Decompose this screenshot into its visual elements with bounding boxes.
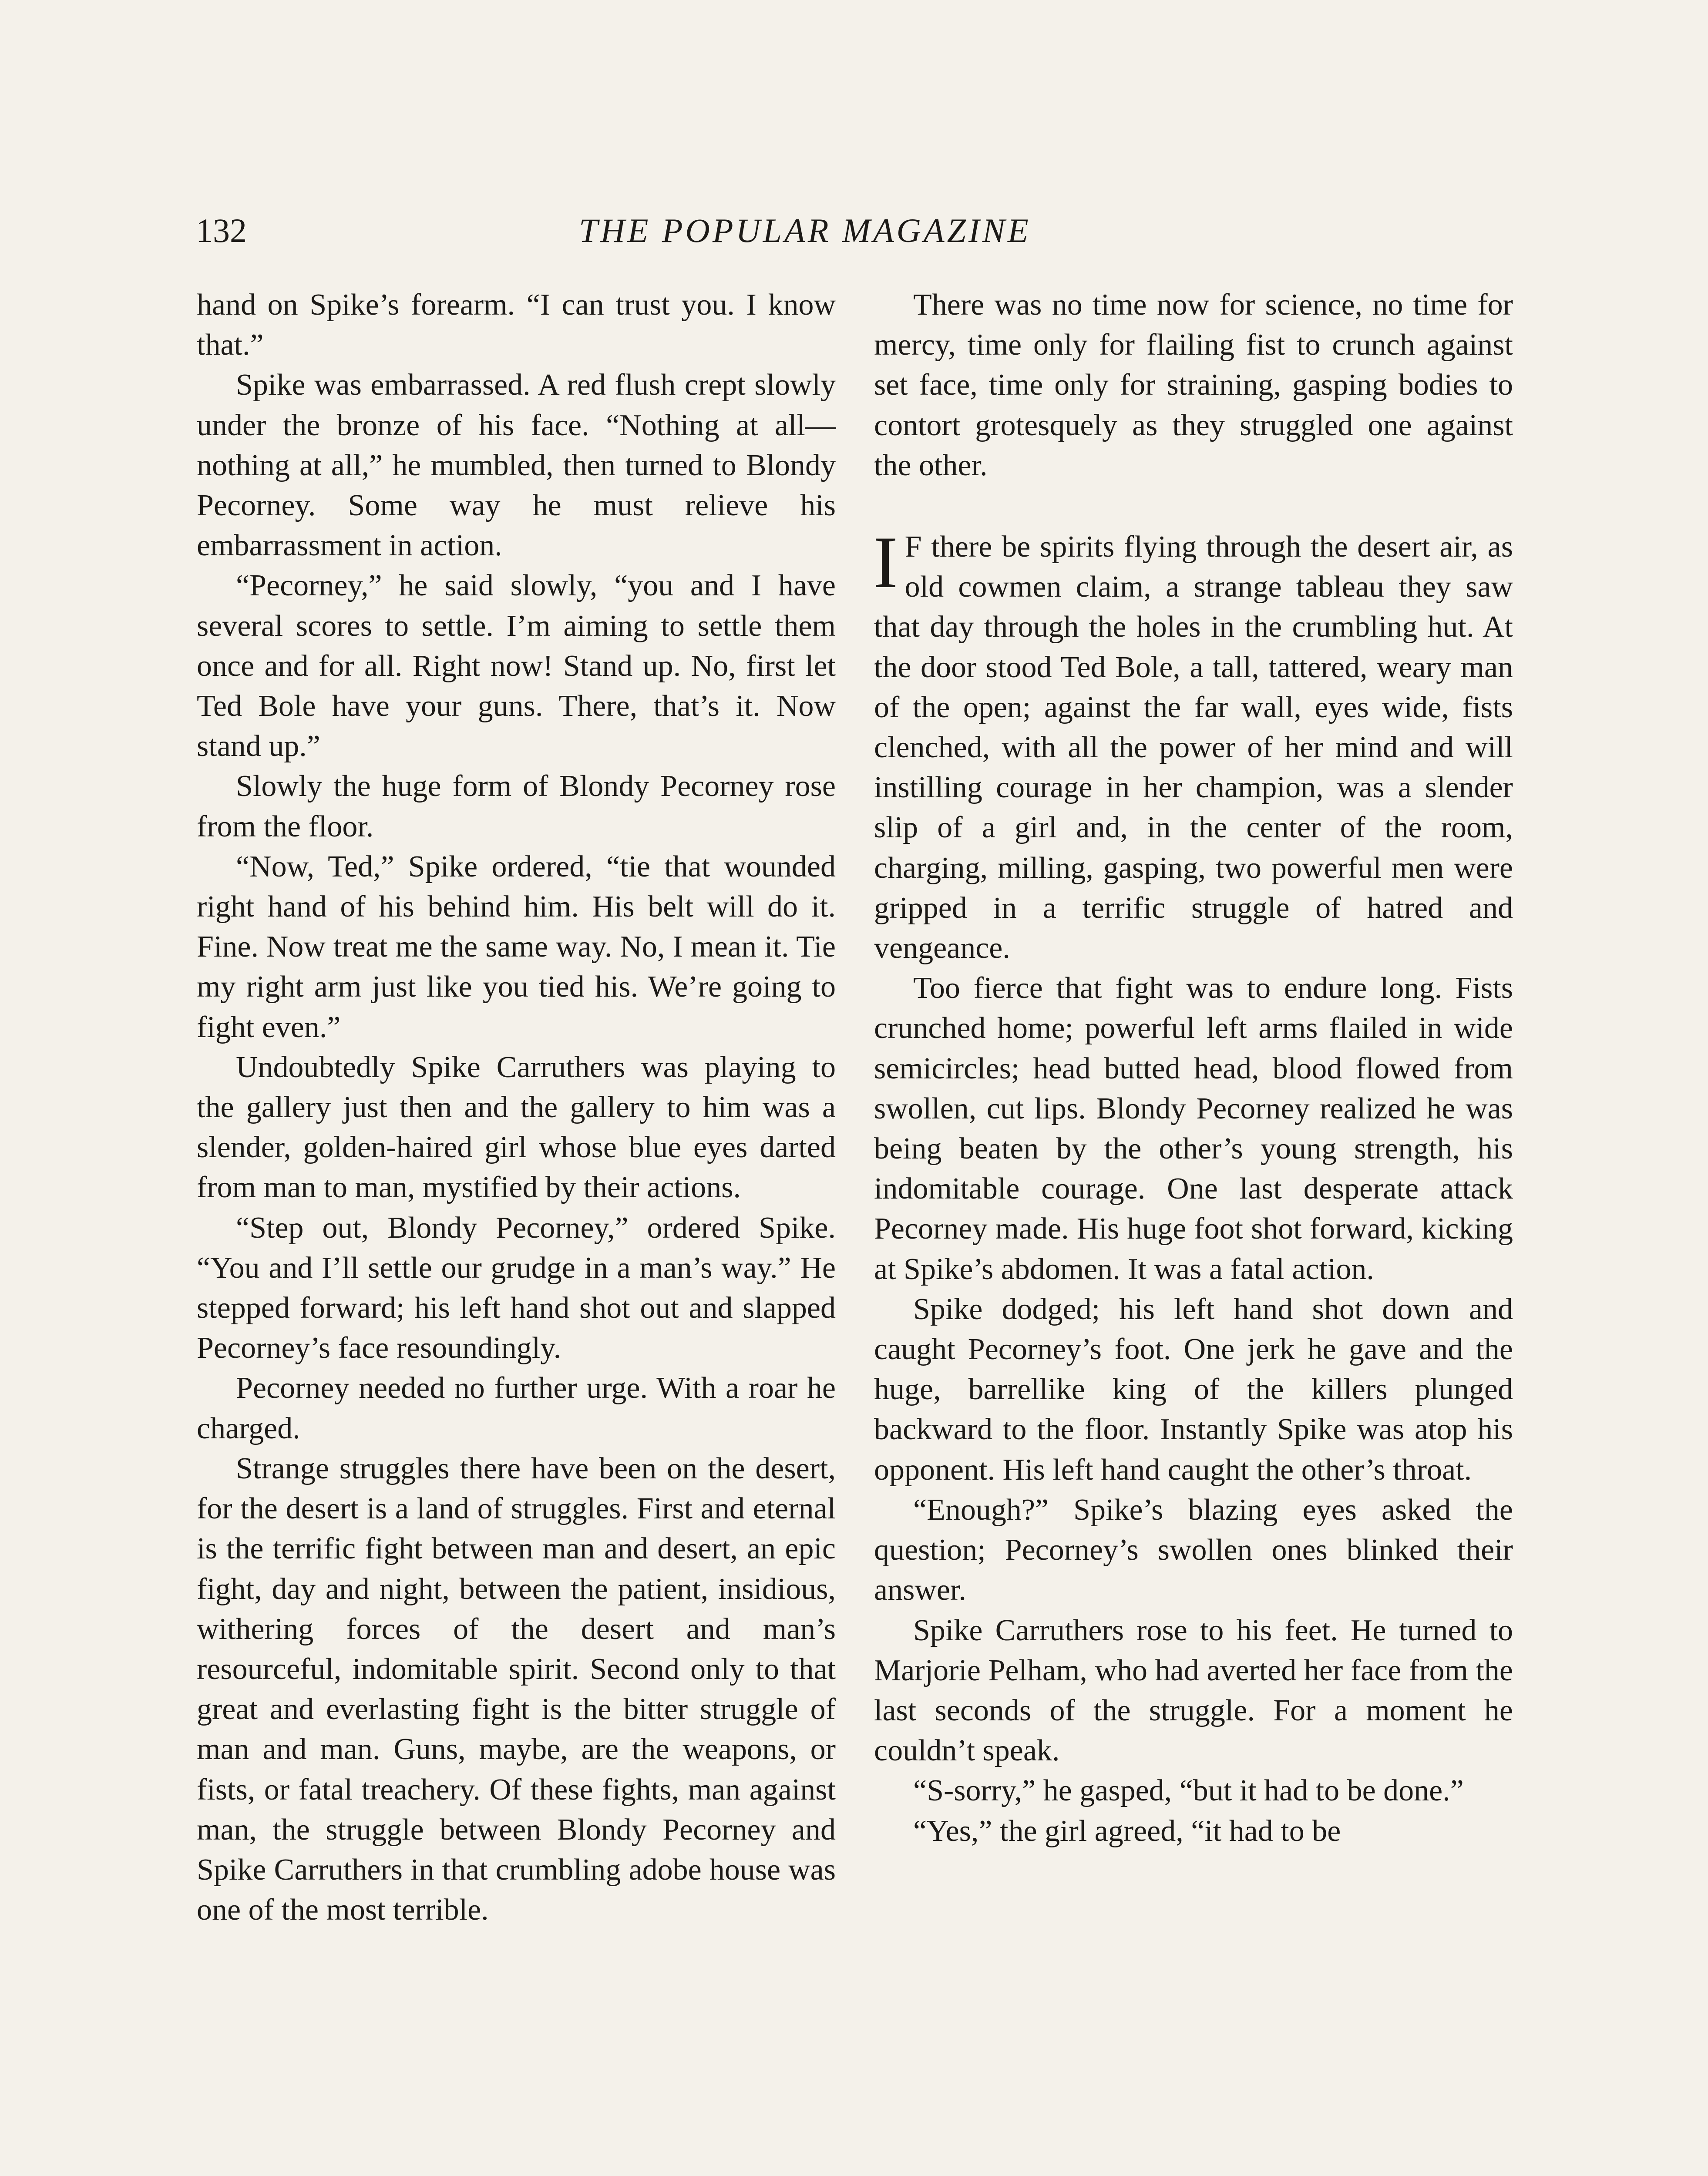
paragraph: “S-sorry,” he gasped, “but it had to be done.” bbox=[913, 1774, 1464, 1808]
paragraph: “Enough?” Spike’s blazing eyes asked the question; Pecorney’s swollen ones blinked their answer. bbox=[874, 1493, 1513, 1607]
running-title: THE POPULAR MAGAZINE bbox=[579, 212, 1031, 249]
paragraph: Too fierce that fight was to endure long. Fists crunched home; powerful left arms flailed in wide semicircles; head butted head, blood flowed from swollen, cut lips. Blondy Pecorney realized he was being beaten by the other’s young strength, his indomitable courage. One last desperate attack Pecorney made. His huge foot shot forward, kicking at Spike’s abdomen. It was a fatal action. bbox=[874, 971, 1513, 1286]
page-header bbox=[196, 205, 1132, 257]
paragraph: “Now, Ted,” Spike ordered, “tie that wounded right hand of his behind him. His belt will do it. Fine. Now treat me the same way. No, I mean it. Tie my right arm just like you tied his. We’re going to fight even.” bbox=[197, 850, 836, 1044]
paragraph: Spike Carruthers rose to his feet. He turned to Marjorie Pelham, who had averted her face from the last seconds of the struggle. For a moment he couldn’t speak. bbox=[874, 1613, 1513, 1768]
right-column bbox=[874, 285, 1513, 1851]
paragraph: hand on Spike’s forearm. “I can trust you. I know that.” bbox=[197, 288, 836, 362]
drop-cap: I bbox=[873, 521, 898, 604]
paragraph: There was no time now for science, no time for mercy, time only for flailing fist to crunch against set face, time only for straining, gasping bodies to contort grotesquely as they struggled one against the other. bbox=[874, 288, 1513, 482]
page-number: 132 bbox=[196, 212, 247, 249]
paragraph: “Step out, Blondy Pecorney,” ordered Spike. “You and I’ll settle our grudge in a man’s way.” He stepped forward; his left hand shot out and slapped Pecorney’s face resoundingly. bbox=[197, 1211, 836, 1365]
paragraph: Pecorney needed no further urge. With a roar he charged. bbox=[197, 1371, 836, 1445]
section-opening-paragraph bbox=[873, 521, 1513, 968]
paragraph: “Yes,” the girl agreed, “it had to be bbox=[913, 1814, 1341, 1848]
left-column bbox=[197, 285, 836, 1930]
paragraph: Strange struggles there have been on the desert, for the desert is a land of struggles. First and eternal is the terrific fight between man and desert, an epic fight, day and night, between the patient, insidious, withering forces of the desert and man’s resourceful, indomitable spirit. Second only to that great and everlasting fight is the bitter struggle of man and man. Guns, maybe, are the weapons, or fists, or fatal treachery. Of these fights, man against man, the struggle between Blondy Pecorney and Spike Carruthers in that crumbling adobe house was one of the most terrible. bbox=[197, 1451, 836, 1927]
paragraph: “Pecorney,” he said slowly, “you and I have several scores to settle. I’m aiming to settle them once and for all. Right now! Stand up. No, first let Ted Bole have your guns. There, that’s it. Now stand up.” bbox=[197, 569, 836, 763]
paragraph: Undoubtedly Spike Carruthers was playing to the gallery just then and the gallery to him was a slender, golden-haired girl whose blue eyes darted from man to man, mystified by their actions. bbox=[197, 1050, 836, 1205]
paragraph: Spike was embarrassed. A red flush crept slowly under the bronze of his face. “Nothing at all—nothing at all,” he mumbled, then turned to Blondy Pecorney. Some way he must relieve his embarrassment in action. bbox=[197, 368, 836, 563]
paragraph: Spike dodged; his left hand shot down and caught Pecorney’s foot. One jerk he gave and the huge, barrellike king of the killers plunged backward to the floor. Instantly Spike was atop his opponent. His left hand caught the other’s throat. bbox=[874, 1292, 1513, 1487]
paragraph: Slowly the huge form of Blondy Pecorney rose from the floor. bbox=[197, 769, 836, 843]
section-opening-text: F there be spirits flying through the desert air, as old cowmen claim, a strange tableau they saw that day through the holes in the crumbling hut. At the door stood Ted Bole, a tall, tattered, weary man of the open; against the far wall, eyes wide, fists clenched, with all the power of her mind and will instilling courage in her champion, was a slender slip of a girl and, in the center of the room, charging, milling, gasping, two powerful men were gripped in a terrific struggle of hatred and vengeance. bbox=[874, 530, 1513, 965]
